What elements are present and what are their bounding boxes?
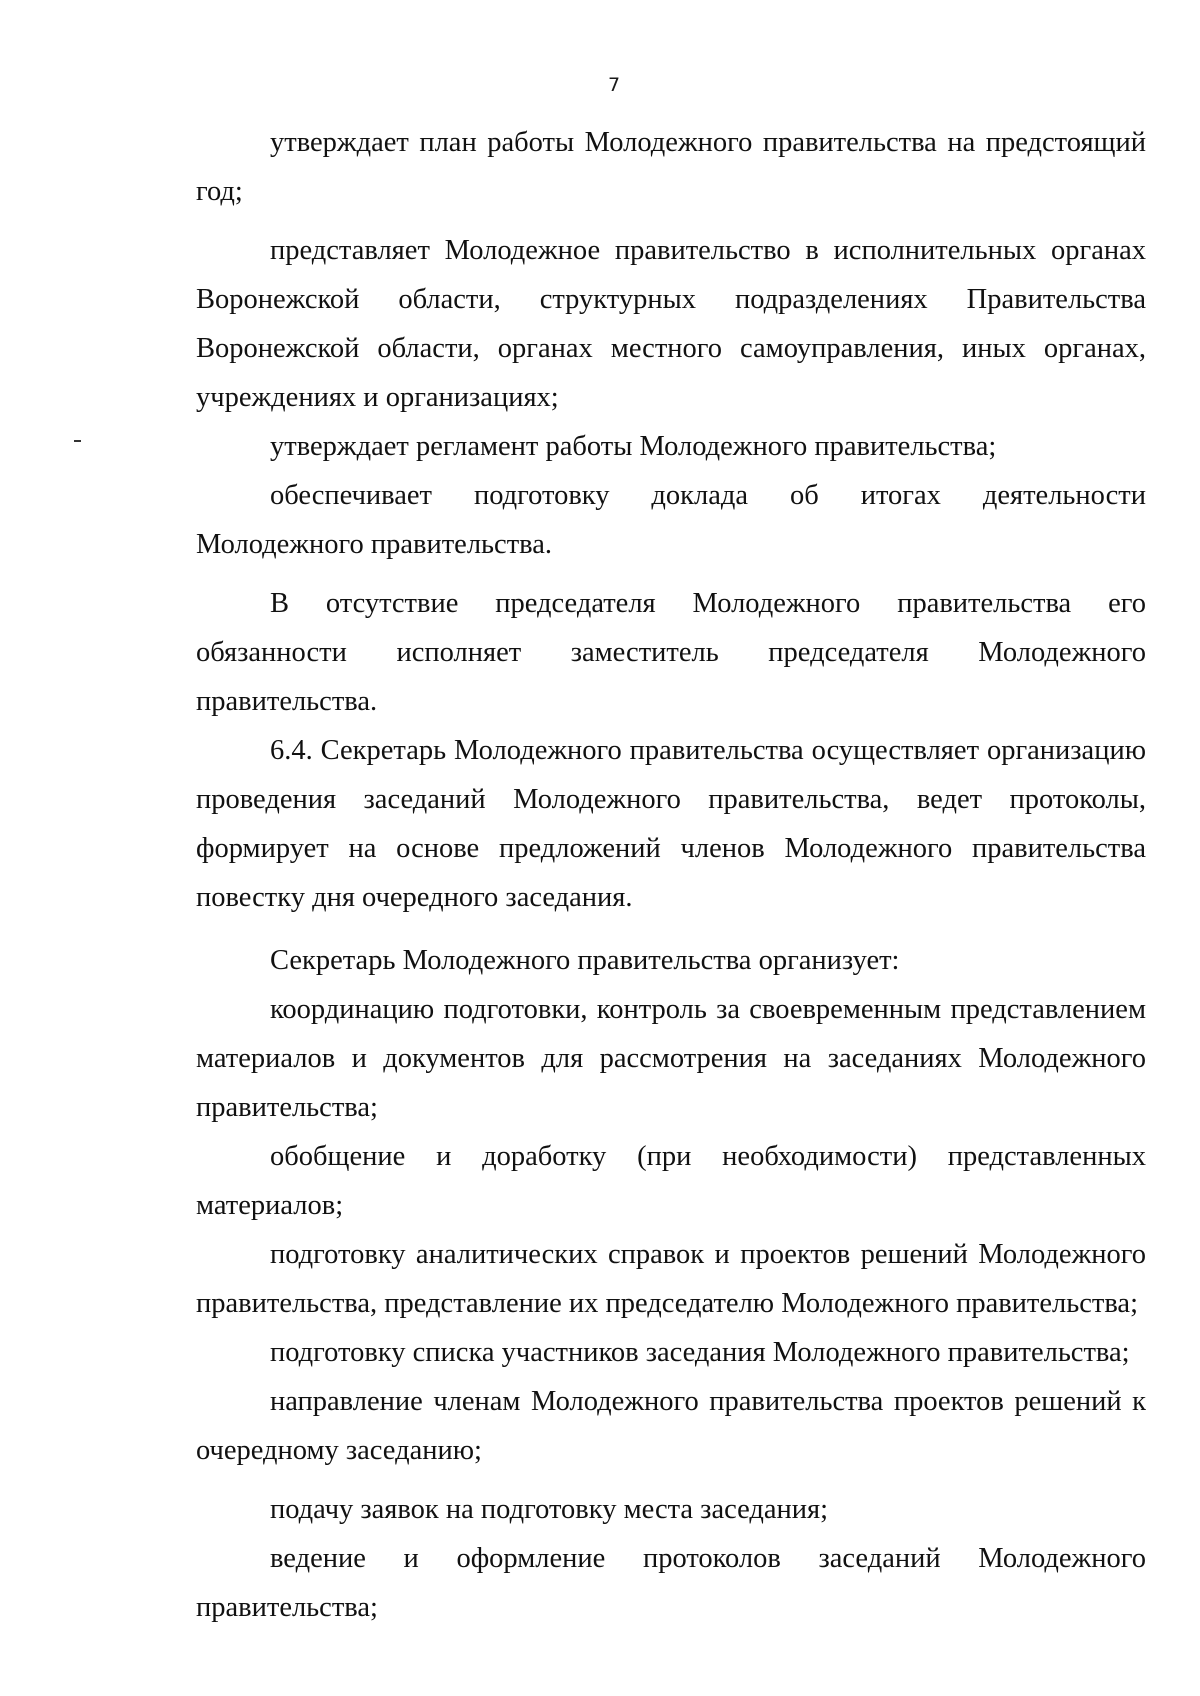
list-item-sending-drafts: направление членам Молодежного правительства проектов решений к очередному заседанию; — [196, 1386, 1146, 1466]
document-body — [196, 118, 1146, 1632]
paragraph-represents: представляет Молодежное правительство в исполнительных органах Воронежской области, структурных подразделениях Правительства Воронежской области, органах местного самоуправления, иных органах, учреждениях и организациях; — [196, 235, 1146, 413]
paragraph-approve-plan: утверждает план работы Молодежного правительства на предстоящий год; — [196, 127, 1146, 207]
page-number: 7 — [607, 74, 621, 96]
paragraph-approve-regulations: утверждает регламент работы Молодежного правительства; — [270, 431, 997, 462]
list-item-participants: подготовку списка участников заседания Молодежного правительства; — [270, 1337, 1130, 1368]
list-item-generalization: обобщение и доработку (при необходимости) представленных материалов; — [196, 1141, 1146, 1221]
paragraph-secretary-organizes: Секретарь Молодежного правительства организует: — [270, 945, 900, 976]
list-item-analytics: подготовку аналитических справок и проектов решений Молодежного правительства, представление их председателю Молодежного правительства; — [196, 1239, 1146, 1319]
paragraph-secretary-duties: 6.4. Секретарь Молодежного правительства осуществляет организацию проведения заседаний Молодежного правительства, ведет протоколы, формирует на основе предложений членов Молодежного правительства повестку дня очередного заседания. — [196, 735, 1146, 913]
list-item-venue-requests: подачу заявок на подготовку места заседания; — [270, 1494, 829, 1525]
list-item-coordination: координацию подготовки, контроль за своевременным представлением материалов и документов для рассмотрения на заседаниях Молодежного правительства; — [196, 994, 1146, 1123]
margin-mark — [74, 440, 81, 442]
list-item-protocols: ведение и оформление протоколов заседаний Молодежного правительства; — [196, 1543, 1146, 1623]
paragraph-report: обеспечивает подготовку доклада об итогах деятельности Молодежного правительства. — [196, 480, 1146, 560]
paragraph-deputy: В отсутствие председателя Молодежного правительства его обязанности исполняет заместитель председателя Молодежного правительства. — [196, 588, 1146, 717]
